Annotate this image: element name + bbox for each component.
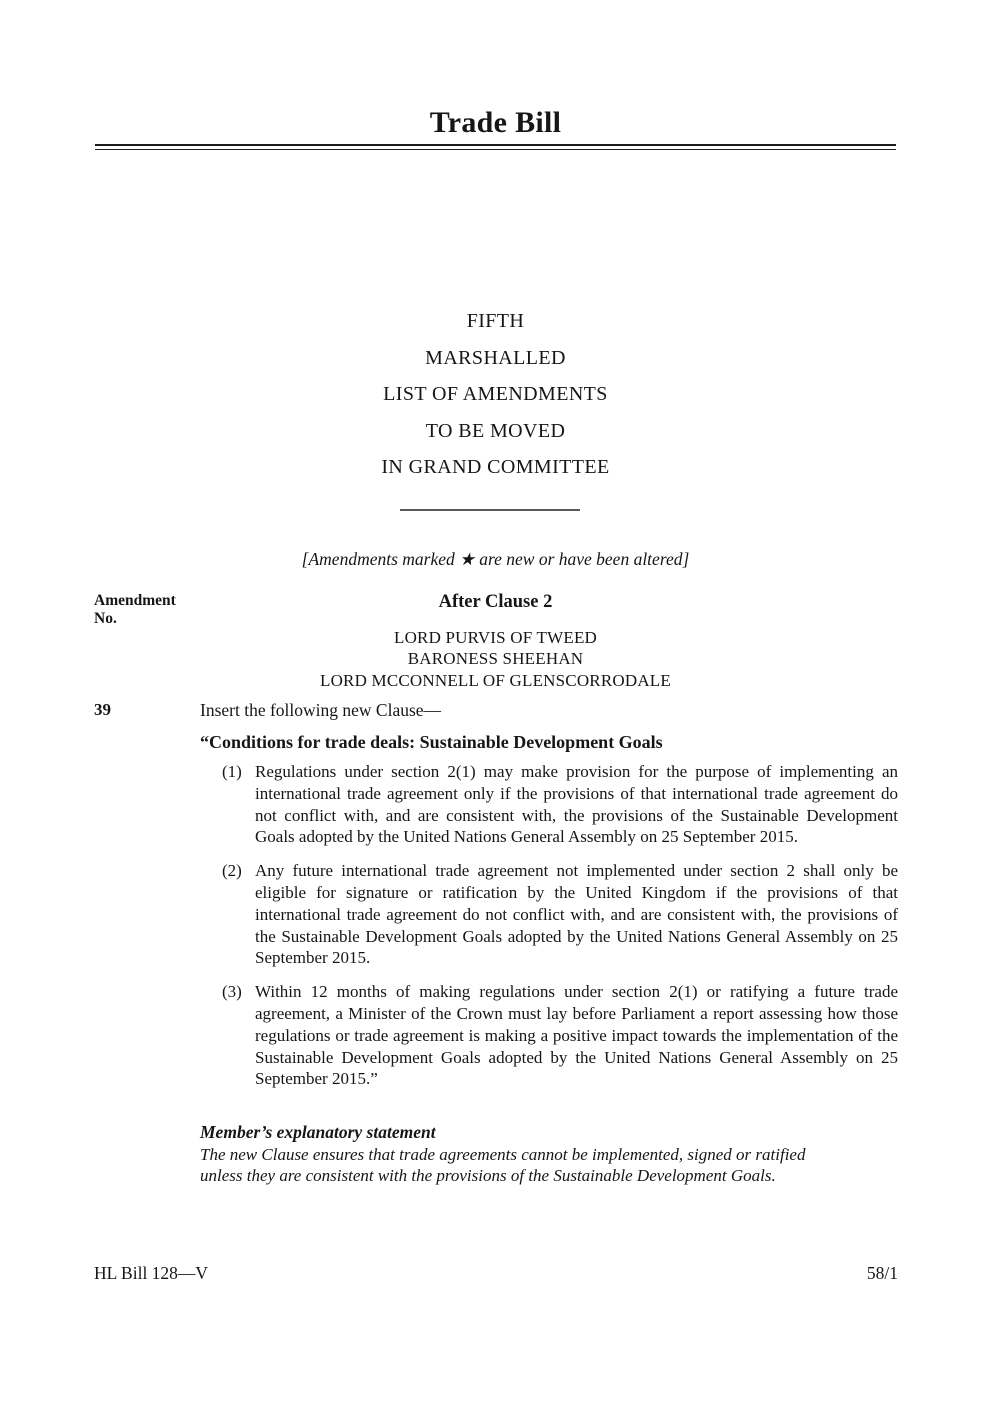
amendment-instruction: Insert the following new Clause— [200, 700, 442, 720]
subsection-number: (3) [222, 982, 242, 1002]
amendment-number: 39 [94, 700, 111, 719]
sponsor-name: BARONESS SHEEHAN [407, 649, 584, 669]
title-double-rule [95, 144, 896, 150]
sponsor-list [0, 627, 991, 691]
amendment-no-label-line2: No. [94, 610, 117, 627]
clause-subsections [222, 761, 898, 1102]
marshalled-list-heading [0, 303, 991, 486]
heading-line: TO BE MOVED [425, 419, 566, 442]
heading-line: MARSHALLED [425, 346, 566, 369]
subsection-number: (2) [222, 861, 242, 881]
heading-line: IN GRAND COMMITTEE [381, 456, 610, 478]
new-clause-title: “Conditions for trade deals: Sustainable Development Goals [200, 732, 663, 752]
sheet-number: 58/1 [866, 1263, 898, 1283]
explanatory-statement-text: The new Clause ensures that trade agreements cannot be implemented, signed or ratified unless they are consistent with the provisions of the Sustainable Development Goals. [200, 1145, 806, 1186]
section-divider-rule [400, 509, 580, 511]
subsection-3 [222, 981, 898, 1090]
subsection-text: Regulations under section 2(1) may make provision for the purpose of implementing an international trade agreement only if the provisions of that international trade agreement do not conflict with, and are consistent with, the provisions of the Sustainable Development Goals adopted by the United Nations General Assembly on 25 September 2015. [255, 762, 898, 847]
subsection-text: Any future international trade agreement not implemented under section 2 shall only be eligible for signature or ratification by the United Kingdom if the provisions of that international trade agreement do not conflict with, and are consistent with, the provisions of the Sustainable Development Goals adopted by the United Nations General Assembly on 25 September 2015. [255, 861, 898, 968]
after-clause-heading: After Clause 2 [438, 592, 553, 612]
page-title: Trade Bill [429, 106, 562, 139]
subsection-1 [222, 761, 898, 848]
subsection-2 [222, 860, 898, 969]
sponsor-name: LORD PURVIS OF TWEED [393, 628, 598, 647]
subsection-number: (1) [222, 762, 242, 781]
heading-line: LIST OF AMENDMENTS [383, 383, 608, 405]
sponsor-name: LORD MCCONNELL OF GLENSCORRODALE [320, 670, 671, 690]
amendment-no-label-line1: Amendment [94, 592, 176, 609]
heading-line: FIFTH [466, 310, 525, 332]
explanatory-statement-heading: Member’s explanatory statement [200, 1122, 436, 1142]
bill-reference: HL Bill 128—V [94, 1263, 209, 1283]
amendments-marked-note: [Amendments marked ★ are new or have been altered] [301, 549, 690, 569]
subsection-text: Within 12 months of making regulations under section 2(1) or ratifying a future trade agreement, a Minister of the Crown must lay before Parliament a report assessing how those regulations or trade agreement is making a positive impact towards the implementation of the Sustainable Development Goals adopted by the United Nations General Assembly on 25 September 2015.” [255, 982, 898, 1089]
